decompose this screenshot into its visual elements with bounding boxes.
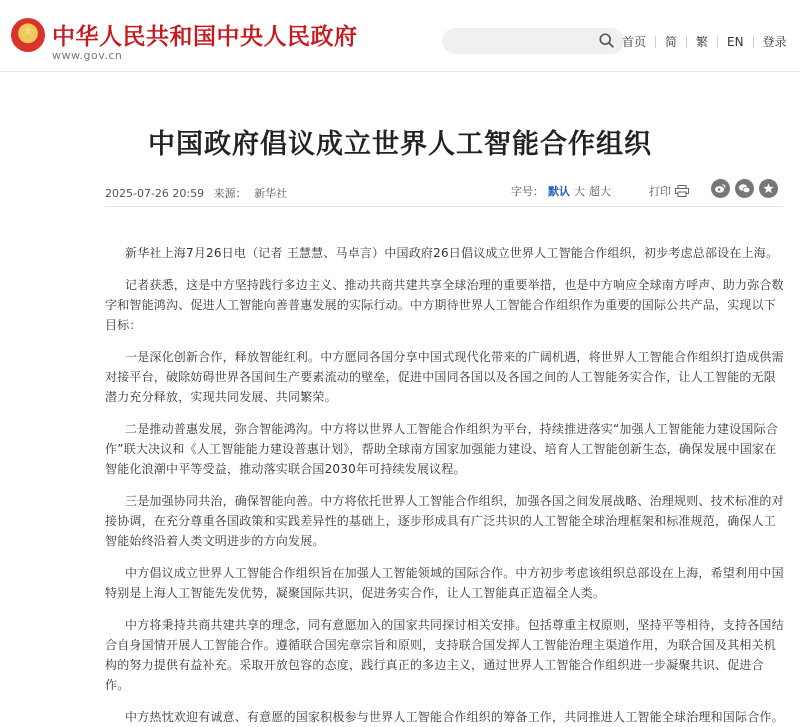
article-paragraph: 新华社上海7月26日电（记者 王慧慧、马卓言）中国政府26日倡议成立世界人工智能合作组织，初步考虑总部设在上海。 — [125, 246, 779, 260]
nav-divider — [686, 36, 687, 48]
font-size-label: 字号： — [511, 185, 544, 198]
weibo-icon — [714, 182, 727, 195]
article-title: 中国政府倡议成立世界人工智能合作组织 — [148, 129, 652, 160]
font-size-large[interactable]: 大 — [574, 185, 585, 198]
article-body — [105, 243, 785, 727]
emblem-star-icon: ★ — [21, 23, 35, 39]
share-wechat-button[interactable] — [735, 179, 754, 198]
search-input[interactable] — [442, 28, 624, 54]
article-paragraph: 二是推动普惠发展，弥合智能鸿沟。中方将以世界人工智能合作组织为平台，持续推进落实“加强人工智能能力建设国际合作”联大决议和《人工智能能力建设普惠计划》，帮助全球南方国家加强能力建设、培育人工智能创新生态，确保发展中国家在智能化浪潮中平等受益，推动落实联合国2030年可持续发展议程。 — [105, 422, 779, 476]
search-icon[interactable] — [598, 32, 616, 50]
nav-english-link[interactable]: EN — [727, 34, 744, 49]
nav-traditional-link[interactable]: 繁 — [696, 35, 709, 49]
printer-icon — [675, 185, 689, 197]
meta-divider — [105, 206, 783, 207]
article-paragraph: 三是加强协同共治，确保智能向善。中方将依托世界人工智能合作组织，加强各国之间发展战略、治理规则、技术标准的对接协调，在充分尊重各国政策和实践差异性的基础上，逐步形成具有广泛共识的人工智能全球治理框架和标准规范，确保人工智能始终沿着人类文明进步的方向发展。 — [105, 494, 784, 548]
nav-divider — [753, 36, 754, 48]
article-paragraph: 一是深化创新合作，释放智能红利。中方愿同各国分享中国式现代化带来的广阔机遇，将世界人工智能合作组织打造成供需对接平台，破除妨碍世界各国间生产要素流动的壁垒，促进中国同各国以及各国之间的人工智能务实合作，让人工智能的无限潜力充分释放，实现共同发展、共同繁荣。 — [105, 350, 784, 404]
nav-login-link[interactable]: 登录 — [762, 35, 787, 49]
source-label: 来源： — [213, 187, 247, 200]
wechat-icon — [738, 182, 751, 195]
nav-simplified-link[interactable]: 简 — [665, 35, 678, 49]
site-header — [0, 0, 800, 72]
share-weibo-button[interactable] — [711, 179, 730, 198]
national-emblem-logo[interactable] — [11, 18, 45, 52]
source-name: 新华社 — [254, 187, 288, 200]
print-label: 打印 — [649, 185, 671, 198]
article-paragraph: 中方将秉持共商共建共享的理念，同有意愿加入的国家共同探讨相关安排。包括尊重主权原则，坚持平等相待，支持各国结合自身国情开展人工智能合作。遵循联合国宪章宗旨和原则，支持联合国发挥人工智能治理主渠道作用，为联合国及其相关机构的努力提供有益补充。采取开放包容的态度，践行真正的多边主义，通过世界人工智能合作组织进一步凝聚共识、促进合作。 — [105, 618, 784, 692]
font-size-default[interactable]: 默认 — [548, 185, 570, 198]
article-paragraph: 中方倡议成立世界人工智能合作组织旨在加强人工智能领域的国际合作。中方初步考虑该组织总部设在上海，希望利用中国特别是上海人工智能先发优势，凝聚国际共识，促进务实合作，让人工智能真正造福全人类。 — [105, 566, 784, 600]
site-url: www.gov.cn — [52, 49, 123, 62]
share-buttons — [711, 179, 783, 198]
favorite-icon — [762, 182, 775, 195]
nav-home-link[interactable]: 首页 — [622, 35, 647, 49]
article-paragraph: 记者获悉，这是中方坚持践行多边主义、推动共商共建共享全球治理的重要举措，也是中方响应全球南方呼声、助力弥合数字和智能鸿沟、促进人工智能向善普惠发展的实际行动。中方期待世界人工智能合作组织作为重要的国际公共产品，实现以下目标： — [105, 278, 784, 332]
article-meta — [105, 185, 287, 201]
print-button[interactable] — [649, 183, 689, 199]
font-size-extra-large[interactable]: 超大 — [589, 185, 611, 198]
share-favorite-button[interactable] — [759, 179, 778, 198]
publish-date: 2025-07-26 20:59 — [105, 187, 205, 200]
site-title[interactable]: 中华人民共和国中央人民政府 — [52, 23, 358, 50]
nav-divider — [655, 36, 656, 48]
nav-divider — [717, 36, 718, 48]
article-tools — [511, 183, 689, 199]
top-navigation — [622, 33, 787, 50]
article-paragraph: 中方热忱欢迎有诚意、有意愿的国家积极参与世界人工智能合作组织的筹备工作，共同推进人工智能全球治理和国际合作。 — [125, 710, 784, 724]
